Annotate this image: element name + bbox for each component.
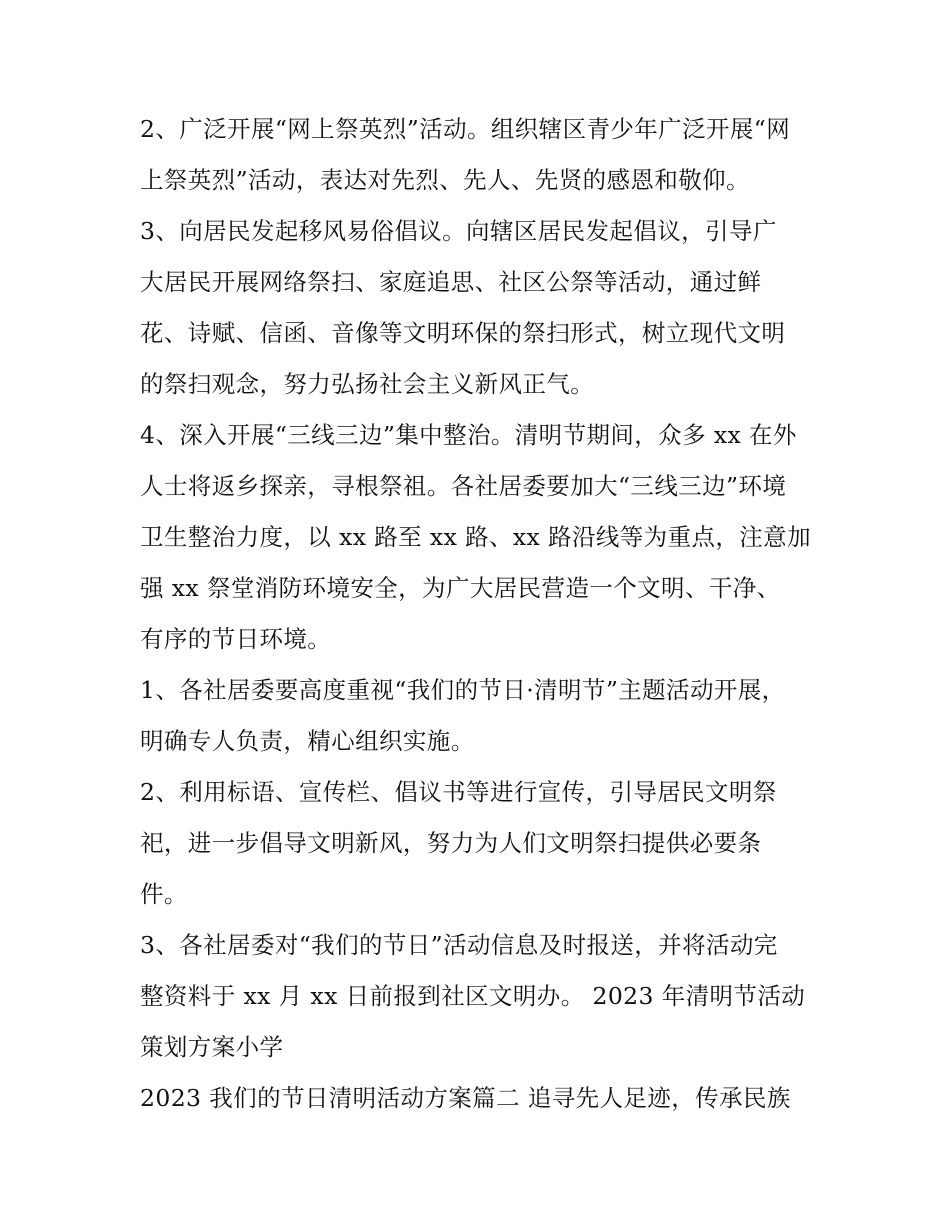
text-line: 的祭扫观念，努力弘扬社会主义新风正气。 — [140, 370, 595, 398]
text-line: 2023 我们的节日清明活动方案篇二 追寻先人足迹，传承民族 — [140, 1084, 791, 1112]
text-line: 大居民开展网络祭扫、家庭追思、社区公祭等活动，通过鲜 — [140, 268, 762, 296]
text-line: 4、深入开展“三线三边”集中整治。清明节期间，众多 xx 在外 — [140, 421, 797, 449]
text-line: 祀，进一步倡导文明新风，努力为人们文明祭扫提供必要条 — [140, 829, 762, 857]
text-line: 1、各社居委要高度重视“我们的节日·清明节”主题活动开展， — [140, 676, 786, 704]
text-line: 人士将返乡探亲，寻根祭祖。各社居委要加大“三线三边”环境 — [140, 472, 787, 500]
text-line: 2、广泛开展“网上祭英烈”活动。组织辖区青少年广泛开展“网 — [140, 115, 791, 143]
text-line: 花、诗赋、信函、音像等文明环保的祭扫形式，树立现代文明 — [140, 319, 786, 347]
text-line: 上祭英烈”活动，表达对先烈、先人、先贤的感恩和敬仰。 — [140, 166, 750, 194]
text-line: 有序的节日环境。 — [140, 625, 332, 653]
text-line: 3、各社居委对“我们的节日”活动信息及时报送，并将活动完 — [140, 931, 778, 959]
text-line: 3、向居民发起移风易俗倡议。向辖区居民发起倡议，引导广 — [140, 217, 777, 245]
text-line: 明确专人负责，精心组织实施。 — [140, 727, 475, 755]
text-line: 2、利用标语、宣传栏、倡议书等进行宣传，引导居民文明祭 — [140, 778, 777, 806]
document-body — [140, 104, 820, 1124]
text-line: 强 xx 祭堂消防环境安全，为广大居民营造一个文明、干净、 — [140, 574, 781, 602]
text-line: 件。 — [140, 880, 188, 908]
text-line: 整资料于 xx 月 xx 日前报到社区文明办。 2023 年清明节活动 — [140, 982, 806, 1010]
text-line: 策划方案小学 — [140, 1033, 284, 1061]
text-line: 卫生整治力度，以 xx 路至 xx 路、xx 路沿线等为重点，注意加 — [140, 523, 811, 551]
